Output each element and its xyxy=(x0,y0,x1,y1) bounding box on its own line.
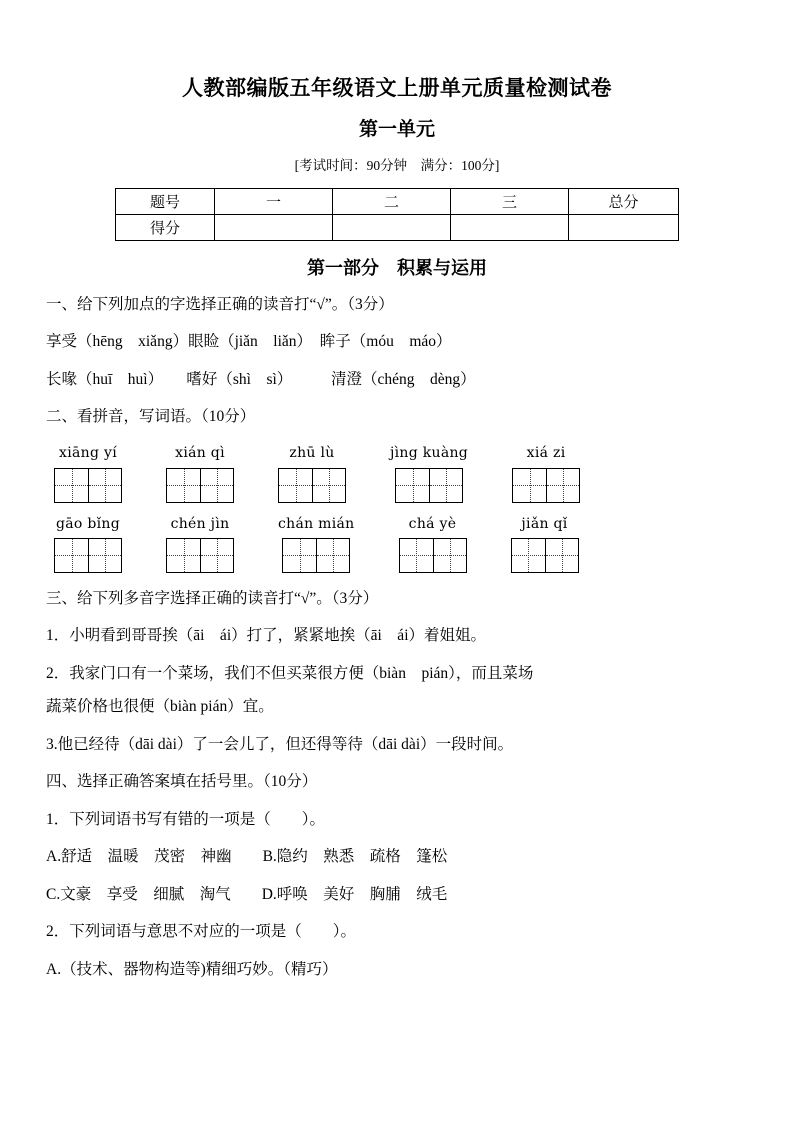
pinyin-label: chén jìn xyxy=(170,515,230,532)
score-cell-2[interactable] xyxy=(333,215,451,241)
pinyin-group xyxy=(399,515,467,573)
tianzi-grid[interactable] xyxy=(399,538,467,573)
pinyin-label: chá yè xyxy=(408,515,457,532)
tianzi-cell[interactable] xyxy=(312,469,345,502)
pinyin-group xyxy=(54,515,122,573)
tianzi-cell[interactable] xyxy=(429,469,462,502)
tianzi-cell[interactable] xyxy=(396,469,429,502)
tianzi-grid[interactable] xyxy=(54,538,122,573)
tianzi-cell[interactable] xyxy=(433,539,466,572)
question-3-item-1: 1．小明看到哥哥挨（āi ái）打了，紧紧地挨（āi ái）着姐姐。 xyxy=(46,627,486,645)
tianzi-cell[interactable] xyxy=(167,469,200,502)
tianzi-cell[interactable] xyxy=(316,539,349,572)
pinyin-group xyxy=(278,444,346,502)
tianzi-cell[interactable] xyxy=(546,469,579,502)
score-cell-1[interactable] xyxy=(215,215,333,241)
pinyin-group xyxy=(166,444,234,502)
exam-info: [考试时间：90分钟 满分：100分] xyxy=(294,157,500,173)
tianzi-cell[interactable] xyxy=(55,469,88,502)
score-table-header-3: 三 xyxy=(451,189,569,215)
pinyin-label: chán mián xyxy=(278,515,355,532)
pinyin-label: gāo bǐng xyxy=(55,515,120,532)
tianzi-cell[interactable] xyxy=(279,469,312,502)
tianzi-cell[interactable] xyxy=(88,539,121,572)
tianzi-cell[interactable] xyxy=(283,539,316,572)
pinyin-group xyxy=(511,515,579,573)
tianzi-cell[interactable] xyxy=(88,469,121,502)
question-3-item-3: 3.他已经待（dāi dài）了一会儿了，但还得等待（dāi dài）一段时间。 xyxy=(46,735,514,753)
tianzi-grid[interactable] xyxy=(278,468,346,503)
tianzi-cell[interactable] xyxy=(545,539,578,572)
tianzi-grid[interactable] xyxy=(54,468,122,503)
tianzi-grid[interactable] xyxy=(395,468,463,503)
score-table-header-0: 题号 xyxy=(116,189,215,215)
question-3-item-2-line-1: 2．我家门口有一个菜场，我们不但买菜很方便（biàn pián），而且菜场 xyxy=(46,664,534,682)
question-4-heading: 四、选择正确答案填在括号里。（10分） xyxy=(46,773,318,791)
question-4-item-1: 1．下列词语书写有错的一项是（ ）。 xyxy=(46,810,326,828)
tianzi-cell[interactable] xyxy=(200,539,233,572)
pinyin-label: jìng kuàng xyxy=(390,445,469,462)
score-table-header-2: 二 xyxy=(333,189,451,215)
unit-title: 第一单元 xyxy=(358,119,435,141)
question-4-item-2-option-a: A.（技术、器物构造等)精细巧妙。（精巧） xyxy=(46,960,338,978)
pinyin-group xyxy=(54,444,122,502)
tianzi-cell[interactable] xyxy=(512,539,545,572)
question-1-heading: 一、给下列加点的字选择正确的读音打“√”。（3分） xyxy=(46,295,394,313)
pinyin-group xyxy=(512,444,580,502)
table-row-scores xyxy=(116,215,679,241)
score-table-row-label: 得分 xyxy=(116,215,215,241)
pinyin-label: xián qì xyxy=(175,445,225,462)
question-3-item-2-line-2: 蔬菜价格也很便（biàn pián）宜。 xyxy=(46,698,274,716)
score-table-header-4: 总分 xyxy=(569,189,679,215)
tianzi-grid[interactable] xyxy=(512,468,580,503)
exam-content xyxy=(0,281,794,981)
pinyin-group xyxy=(278,515,355,573)
tianzi-grid[interactable] xyxy=(511,538,579,573)
question-4-item-1-options-ab: A.舒适 温暖 茂密 神幽 B.隐约 熟悉 疏格 篷松 xyxy=(46,848,448,866)
tianzi-cell[interactable] xyxy=(513,469,546,502)
pinyin-row-2 xyxy=(46,503,748,573)
tianzi-cell[interactable] xyxy=(55,539,88,572)
score-table-header-1: 一 xyxy=(215,189,333,215)
tianzi-cell[interactable] xyxy=(200,469,233,502)
pinyin-writing-block xyxy=(46,428,748,572)
pinyin-row-1 xyxy=(46,444,748,502)
part-one-title: 第一部分 积累与运用 xyxy=(307,258,487,279)
score-cell-4[interactable] xyxy=(569,215,679,241)
score-table-wrapper xyxy=(0,174,794,241)
pinyin-label: jiǎn qǐ xyxy=(521,515,568,532)
score-cell-3[interactable] xyxy=(451,215,569,241)
tianzi-grid[interactable] xyxy=(166,468,234,503)
pinyin-label: xiá zi xyxy=(526,445,566,462)
question-4-item-2: 2．下列词语与意思不对应的一项是（ ）。 xyxy=(46,923,357,941)
pinyin-label: zhū lù xyxy=(289,445,335,462)
tianzi-grid[interactable] xyxy=(166,538,234,573)
page-title: 人教部编版五年级语文上册单元质量检测试卷 xyxy=(182,76,612,100)
tianzi-grid[interactable] xyxy=(282,538,350,573)
pinyin-group xyxy=(166,515,234,573)
score-table xyxy=(115,188,679,241)
table-row-headers xyxy=(116,189,679,215)
question-1-line-1: 享受（hēng xiǎng）眼睑（jiǎn liǎn） 眸子（móu máo） xyxy=(46,333,452,351)
question-1-line-2: 长喙（huī huì） 嗜好（shì sì） 清澄（chéng dèng） xyxy=(46,370,476,388)
question-2-heading: 二、看拼音，写词语。（10分） xyxy=(46,407,256,425)
question-3-heading: 三、给下列多音字选择正确的读音打“√”。（3分） xyxy=(46,589,379,607)
question-4-item-1-options-cd: C.文豪 享受 细腻 淘气 D.呼唤 美好 胸脯 绒毛 xyxy=(46,885,448,903)
pinyin-label: xiāng yí xyxy=(59,445,117,462)
tianzi-cell[interactable] xyxy=(167,539,200,572)
tianzi-cell[interactable] xyxy=(400,539,433,572)
pinyin-group xyxy=(390,444,468,502)
